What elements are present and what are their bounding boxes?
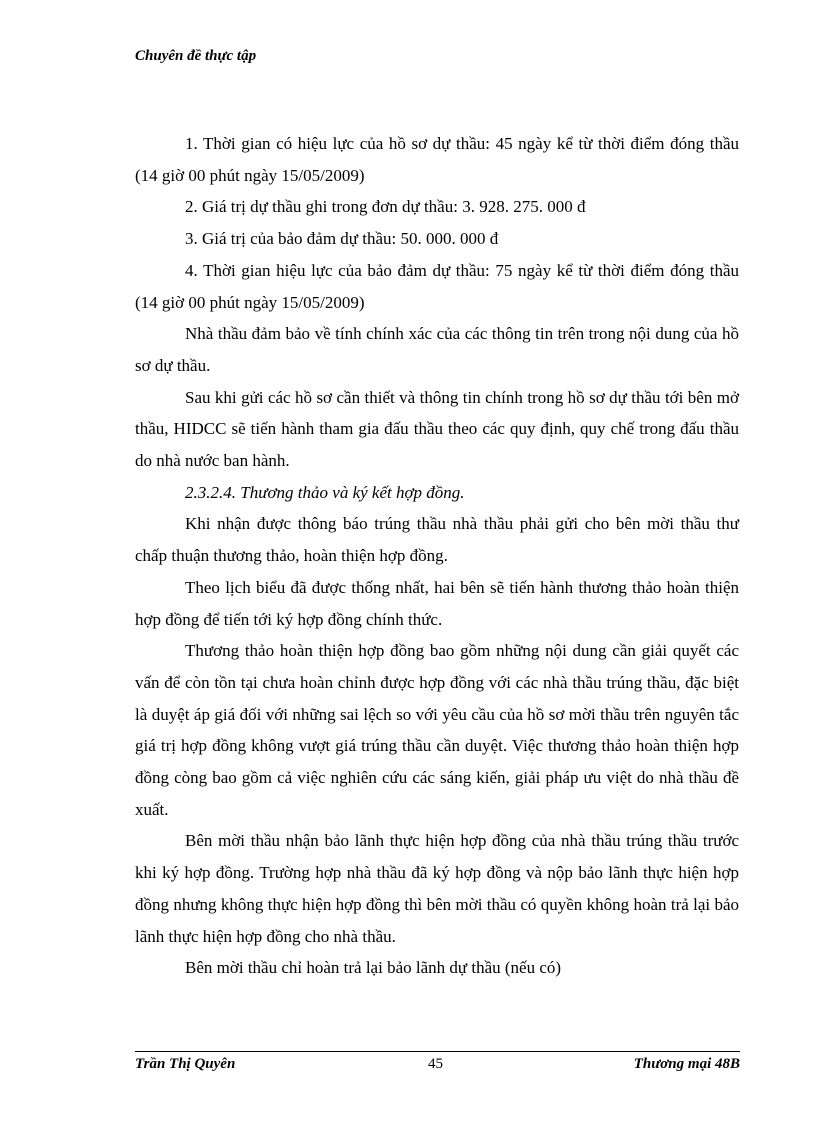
section-heading-negotiation: 2.3.2.4. Thương thảo và ký kết hợp đồng. xyxy=(185,482,465,502)
page-number: 45 xyxy=(428,1056,443,1072)
footer-author: Trần Thị Quyên xyxy=(135,1056,236,1072)
paragraph-bid-value: 2. Giá trị dự thầu ghi trong đơn dự thầu: 3. 928. 275. 000 đ xyxy=(185,197,586,217)
paragraph-bid-guarantee-return: Bên mời thầu chỉ hoàn trả lại bảo lãnh dự thầu (nếu có) xyxy=(185,958,562,978)
paragraph-submission-process: Sau khi gửi các hồ sơ cần thiết và thông tin chính trong hồ sơ dự thầu tới bên mở thầu, HIDCC sẽ tiến hành tham gia đấu thầu theo các quy định, quy chế trong đấu thầu do nhà nước ban hành. xyxy=(135,387,739,471)
paragraph-negotiation-content: Thương thảo hoàn thiện hợp đồng bao gồm những nội dung cần giải quyết các vấn để còn tồn tại chưa hoàn chỉnh được hợp đồng với các nhà thầu trúng thầu, đặc biệt là duyệt áp giá đối với những sai lệch so với yêu cầu của hồ sơ mời thầu trên nguyên tắc giá trị hợp đồng không vượt giá trúng thầu cần duyệt. Việc thương thảo hoàn thiện hợp đồng còng bao gồm cả việc nghiên cứu các sáng kiến, giải pháp ưu việt do nhà thầu đề xuất. xyxy=(135,641,739,819)
page-header-title: Chuyên đề thực tập xyxy=(135,48,257,64)
document-body xyxy=(135,128,739,984)
footer-divider xyxy=(135,1051,740,1052)
paragraph-validity-period: 1. Thời gian có hiệu lực của hồ sơ dự thầu: 45 ngày kể từ thời điểm đóng thầu (14 giờ 00 phút ngày 15/05/2009) xyxy=(135,134,739,185)
paragraph-guarantee-validity: 4. Thời gian hiệu lực của bảo đảm dự thầu: 75 ngày kể từ thời điểm đóng thầu (14 giờ 00 phút ngày 15/05/2009) xyxy=(135,260,739,312)
paragraph-bid-guarantee-value: 3. Giá trị của bảo đảm dự thầu: 50. 000. 000 đ xyxy=(185,229,499,249)
footer-class: Thương mại 48B xyxy=(633,1056,740,1072)
paragraph-performance-guarantee: Bên mời thầu nhận bảo lãnh thực hiện hợp đồng của nhà thầu trúng thầu trước khi ký hợp đồng. Trường hợp nhà thầu đã ký hợp đồng và nộp bảo lãnh thực hiện hợp đồng nhưng không thực hiện hợp đồng thì bên mời thầu có quyền không hoàn trả lại bảo lãnh thực hiện hợp đồng cho nhà thầu. xyxy=(135,831,739,946)
paragraph-accuracy-statement: Nhà thầu đảm bảo về tính chính xác của các thông tin trên trong nội dung của hồ sơ dự thầu. xyxy=(135,324,739,375)
paragraph-award-notice: Khi nhận được thông báo trúng thầu nhà thầu phải gửi cho bên mời thầu thư chấp thuận thương thảo, hoàn thiện hợp đồng. xyxy=(135,514,739,566)
paragraph-schedule: Theo lịch biểu đã được thống nhất, hai bên sẽ tiến hành thương thảo hoàn thiện hợp đồng để tiến tới ký hợp đồng chính thức. xyxy=(135,577,739,629)
